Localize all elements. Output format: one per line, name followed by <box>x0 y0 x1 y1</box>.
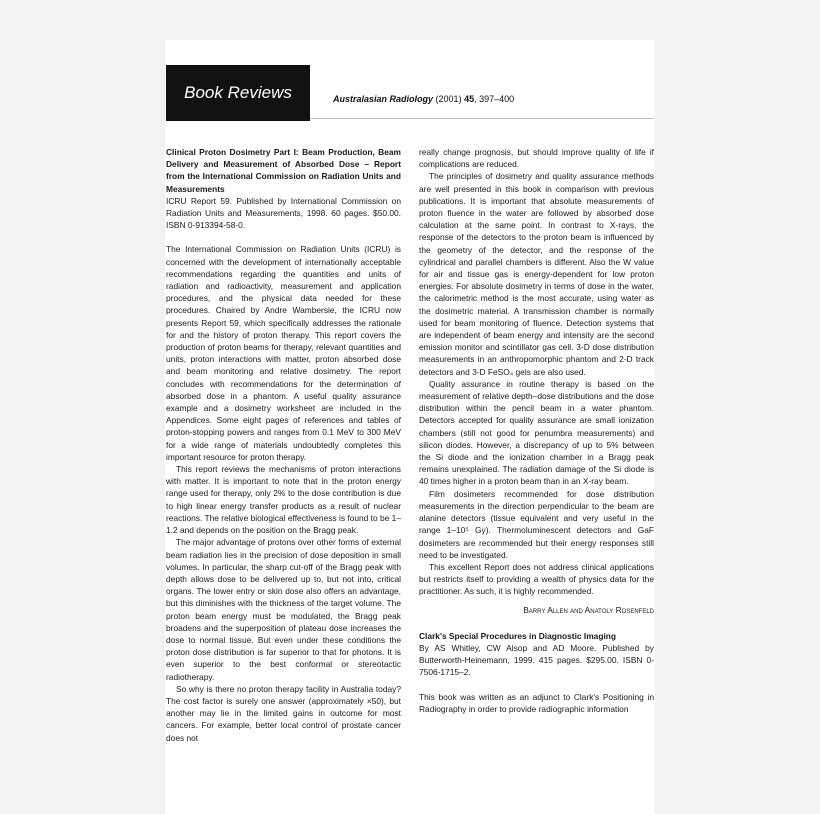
paragraph: Film dosimeters recommended for dose distribution measurements in the direction perpendicular to the beam are alanine detectors (tissue equivalent and very useful in the range 1–10⁵ Gy). Thermoluminescent detectors and GaF dosimeters are recommended but their energy responses still need to be investigated. <box>419 488 654 560</box>
paragraph: This book was written as an adjunct to Clark's Positioning in Radiography in order to provide radiographic information <box>419 691 654 714</box>
journal-year: (2001) <box>435 94 462 104</box>
journal-volume: 45 <box>464 94 475 104</box>
paragraph-continuation: really change prognosis, but should improve quality of life if complications are reduced. <box>419 147 654 170</box>
reviewer-signature: Barry Allen and Anatoly Rosenfeld <box>523 604 654 615</box>
section-title: Book Reviews <box>184 83 292 102</box>
review-title: Clinical Proton Dosimetry Part I: Beam Production, Beam Delivery and Measurement of Absorbed Dose – Report from the International Commission on Radiation Units and Measurements <box>166 147 401 194</box>
paragraph: This excellent Report does not address clinical applications but restricts itself to providing a wealth of physics data for the practitioner. As such, it is highly recommended. <box>419 561 654 597</box>
left-column <box>166 146 401 744</box>
paragraph: The major advantage of protons over other forms of external beam radiation lies in the precision of dose deposition in small volumes. In particular, the sharp cut-off of the Bragg peak with depth allows dose to be delivered up to, but not into, critical organs. The lower entry or skin dose also offers an advantage, but this diminishes with the thickness of the target volume. The proton beam energy must be modulated, the Bragg peak broadens and the superposition of plateau dose increases the dose to normal tissue. But even under these conditions the proton dose distribution is far superior to that for photons. It is even superior to the best conformal or stereotactic radiotherapy. <box>166 537 401 682</box>
header-rule <box>310 118 654 119</box>
paragraph: The International Commission on Radiation Units (ICRU) is concerned with the development of internationally acceptable recommendations regarding the quantities and units of radiation and radioactivity, measurement and application procedures, and the physical data needed for these procedures. Chaired by Andre Wambersie, the ICRU now presents Report 59, which specifically addresses the rationale for and the history of proton therapy. This report covers the production of proton beams for therapy, relevant quantities and units, proton interactions with matter, proton absorbed dose and beam monitoring and relative dosimetry. The report concludes with recommendations for the determination of absorbed dose in a phantom. A useful quality assurance example and a dosimetry worksheet are included in the Appendices. Some eight pages of references and tables of proton-stopping powers and ranges from 0.1 MeV to 300 MeV for a wide range of materials undoubtedly completes this important resource for proton therapy. <box>166 244 401 462</box>
paragraph: This report reviews the mechanisms of proton interactions with matter. It is important to note that in the proton energy range used for therapy, only 2% to the dose contribution is due to high linear energy transfer products as a result of nuclear reactions. The relative biological effectiveness is found to be 1–1.2 and depends on the position on the Bragg peak. <box>166 464 401 536</box>
journal-citation <box>333 94 514 104</box>
paragraph: So why is there no proton therapy facility in Australia today? The cost factor is surely one answer (approximately ×50), but another may lie in the limited gains in outcome for most cancers. For example, better local control of prostate cancer does not <box>166 683 401 743</box>
journal-pages: , 397–400 <box>474 94 515 104</box>
right-column <box>419 146 654 715</box>
journal-name: Australasian Radiology <box>333 94 434 104</box>
section-title-box <box>166 65 310 121</box>
review-publication-info: ICRU Report 59. Published by International Commission on Radiation Units and Measurements, 1998. 60 pages. $50.00. ISBN 0-913394-58-0. <box>166 195 401 231</box>
review-title: Clark's Special Procedures in Diagnostic Imaging <box>419 630 617 641</box>
review-publication-info: By AS Whitley, CW Alsop and AD Moore. Published by Butterworth-Heinemann, 1999. 415 pages. $295.00. ISBN 0-7506-1715–2. <box>419 642 654 678</box>
paragraph: Quality assurance in routine therapy is based on the measurement of relative depth–dose distributions and the dose distribution within the pencil beam in a water phantom. Detectors accepted for quality assurance are small ionization chambers (still not good for penumbra measurements) and silicon diodes. However, a discrepancy of up to 5% between the Si diode and the ionization chamber in a Bragg peak remains unexplained. The radiation damage of the Si diode is 40 times higher in a proton beam than in an X-ray beam. <box>419 378 654 487</box>
paragraph: The principles of dosimetry and quality assurance methods are well presented in this book in comparison with previous publications. It is important that absolute measurements of proton fluence in the water are followed by absorbed dose calculation at the same point. In contrast to X-rays, the response of the detectors to the proton beam is influenced by the geometry of the detector, and the response of the cylindrical and parallel chambers is different. Also the W value for air and tissue gas is energy-dependent for low proton energies. For absolute dosimetry in terms of dose in the water, the calorimetric method is the most accurate, using water as the dosimetric material. A transmission chamber is normally used for beam monitoring of fluence. Detection systems that are independent of beam energy and intensity are the second emission monitor and scintillator gas cell. 3-D dose distribution measurements in an anthropomorphic phantom and 2-D track detectors and 3-D FeSO₄ gels are also used. <box>419 171 654 377</box>
